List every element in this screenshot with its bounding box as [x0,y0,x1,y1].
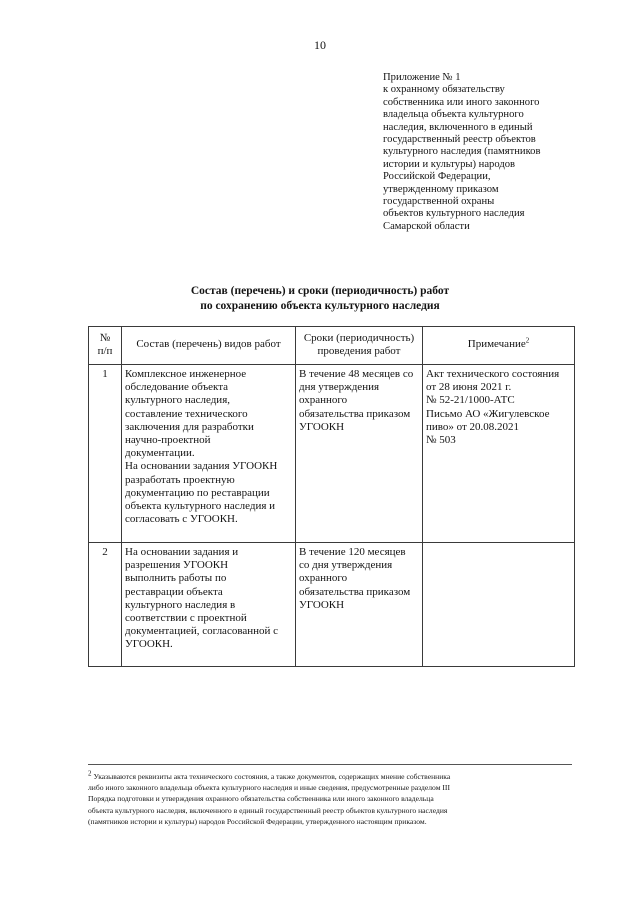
terms-cell-line: охранного [299,394,348,407]
document-title [0,284,640,314]
header-terms-line2: проведения работ [317,345,401,357]
terms-cell-line: обязательства приказом [299,585,411,598]
appendix-line: государственный реестр объектов [383,134,536,146]
works-cell-line: объекта культурного наследия и [125,500,276,513]
appendix-line: собственника или иного законного [383,96,540,108]
terms-cell-line: охранного [299,572,348,585]
footnote [88,771,574,827]
appendix-line: истории и культуры) народов [383,158,516,170]
terms-cell-line: В течение 48 месяцев со [299,368,414,380]
footnote-line: объекта культурного наследия, включенного в единый государственный реестр объектов культурного наследия [88,805,448,815]
row-number: 2 [89,543,122,667]
row-number: 1 [89,365,122,543]
works-cell-line: соответствии с проектной [125,612,247,625]
title-line-2: по сохранению объекта культурного наследия [200,300,440,312]
appendix-line: Приложение № 1 [383,72,461,83]
note-cell-line: пиво» от 20.08.2021 [426,420,520,433]
note-cell-line: № 503 [426,434,456,447]
note-cell [423,543,575,667]
works-cell-line: заключения для разработки [125,420,254,433]
works-cell [122,365,296,543]
note-cell-line: от 28 июня 2021 г. [426,381,512,394]
appendix-line: Российской Федерации, [383,171,491,183]
terms-cell-line: В течение 120 месяцев [299,546,406,558]
appendix-line: к охранному обязательству [383,84,505,96]
works-table [88,326,575,667]
works-cell-line: обследование объекта [125,381,229,394]
note-cell [423,365,575,543]
table-row [89,365,575,543]
appendix-line: владельца объекта культурного [383,109,524,121]
note-cell-line: Письмо АО «Жигулевское [426,407,550,420]
terms-cell-line: УГООКН [299,420,345,433]
works-cell-line: На основании задания УГООКН [125,460,278,473]
header-works-label: Состав (перечень) видов работ [136,338,281,351]
header-works [122,327,296,365]
header-terms-line1: Сроки (периодичность) [303,331,415,344]
header-note [423,327,575,365]
terms-cell-line: дня утверждения [299,381,380,394]
footnote-divider [88,764,572,765]
works-cell-line: научно-проектной [125,434,211,447]
terms-cell-line: со дня утверждения [299,559,393,572]
header-terms [296,327,423,365]
works-cell-line: согласовать с УГООКН. [125,513,238,526]
table-header-row [89,327,575,365]
terms-cell-line: обязательства приказом [299,407,411,420]
footnote-marker: 2 [88,769,92,778]
table-row [89,543,575,667]
works-cell-line: культурного наследия в [125,598,236,611]
appendix-line: государственной охраны [383,196,495,208]
works-cell-line: выполнить работы по [125,572,227,585]
works-cell-line: культурного наследия, [125,394,230,407]
footnote-line: (памятников истории и культуры) народов Российской Федерации, утвержденного настоящим приказом. [88,816,427,826]
works-cell-line: разработать проектную [125,473,235,486]
works-cell-line: разрешения УГООКН [125,559,229,572]
footnote-line [88,771,574,782]
header-number [89,327,122,365]
footnote-text: Указываются реквизиты акта технического состояния, а также документов, содержащих мнение собственника [93,772,451,781]
title-line-1: Состав (перечень) и сроки (периодичность) работ [190,285,450,297]
header-note-label: Примечание [467,338,526,351]
footnote-line: либо иного законного владельца объекта культурного наследия и иные сведения, предусмотренные разделом III [88,783,450,793]
appendix-line: наследия, включенного в единый [383,121,533,133]
appendix-line: объектов культурного наследия [383,208,525,220]
appendix-line: утвержденному приказом [383,183,499,195]
appendix-block [383,72,588,233]
works-cell-line: документации. [125,447,195,460]
works-cell-line: Комплексное инженерное [125,368,247,380]
header-number-line1: № [99,331,111,344]
footnote-line: Порядка подготовки и утверждения охранного обязательства собственника или иного законного владельца [88,794,434,804]
works-cell-line: На основании задания и [125,546,239,558]
works-cell-line: УГООКН. [125,638,173,651]
works-cell-line: документацию по реставрации [125,486,270,499]
note-cell-line: № 52-21/1000-АТС [426,394,515,407]
header-note-footnote-ref: 2 [525,336,530,345]
works-cell [122,543,296,667]
page-number: 10 [314,38,326,52]
appendix-line: культурного наследия (памятников [383,146,541,158]
works-cell-line: документацией, согласованной с [125,625,279,638]
appendix-line: Самарской области [383,220,470,232]
works-cell-line: реставрации объекта [125,585,223,598]
terms-cell-line: УГООКН [299,598,345,611]
note-cell-line: Акт технического состояния [426,368,560,380]
header-number-line2: п/п [97,345,113,357]
works-cell-line: составление технического [125,407,248,420]
terms-cell [296,365,423,543]
terms-cell [296,543,423,667]
